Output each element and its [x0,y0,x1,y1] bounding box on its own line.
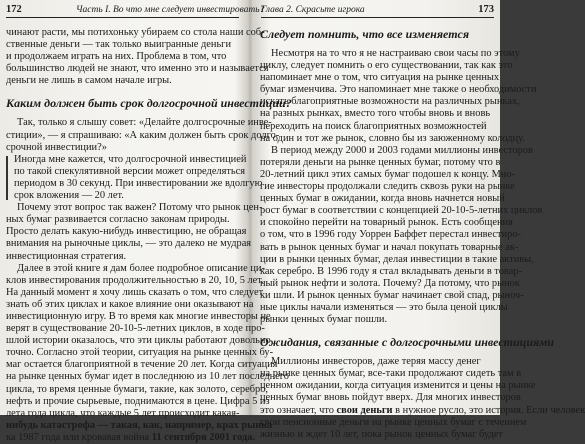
text-run: ка 1987 года или кровавая война [6,431,152,443]
text-line: Несмотря на то что я не настраиваю свои часы по этому [271,48,520,59]
text-line: Почему этот вопрос так важен? Потому что рынок цен- [17,202,263,214]
text-line: 20-летний цикл этих самых бумаг подошел к концу. Мно- [260,168,516,180]
right-running-header [261,4,494,18]
text-line: нефть и прочие сырьевые, поднимаются в цене. Цифра 5 из [6,395,270,407]
text-line: бумаг изменчива. Это напоминает мне также о необходимости [260,84,537,96]
text-line: рост бумаг в соответствии с концепцией 20-10-5-летних циклов [260,205,543,217]
left-running-header [6,4,265,18]
quote-line: периодом в 30 секунд. При инвестировании же вдолгую [14,177,263,189]
bold-text-line: нибудь катастрофа — такая, как, например, крах рынка [6,419,273,431]
text-line: рынки ценных бумаг пошли. [260,314,388,326]
text-line: о том, что в 1996 году Уоррен Баффет перестал инвестиро- [260,229,521,241]
section-intro-paragraph [6,117,280,153]
text-line: как серебро. В 1996 году я стал вкладывать деньги в товар- [260,265,522,277]
text-line: В период между 2000 и 2003 годами миллионы инвесторов [271,144,533,156]
paragraph-expectations [260,356,585,441]
text-line: и продолжаем играть на них. Проблема в том, что [6,51,227,63]
left-page-number: 172 [6,4,22,15]
mixed-text-line [6,431,256,444]
paragraph-everything-changes [260,48,543,326]
section-heading-long-term: Каким должен быть срок долгосрочной инвестиции? [6,96,292,111]
text-line: маг остается благоприятной в течение 20 лет. Когда ситуация [6,359,278,371]
text-line: на разных рынках, вместо того чтобы вновь и вновь [260,108,491,120]
text-line: верят в существование 20-10-5-летних циклов, в ходе про- [6,323,265,335]
text-line: стиции», — я спрашиваю: «А каким должен быть срок долго- [6,129,280,141]
text-line: ции в рынки ценных бумаг, делая инвестиции в такие активы, [260,253,534,265]
text-line: жизнью и ждет 10 лет, пока рынок ценных бумаг будет [260,428,503,440]
text-line: знать об этих циклах и какое влияние они оказывают на [6,298,254,310]
text-line: напоминает мне о том, что ситуация на рынке ценных [260,72,500,84]
text-line: срочной инвестиции?» [6,141,107,153]
text-line: ценных бумаг в ожидании, когда вновь начнется новый [260,193,505,205]
text-line: большинство людей не знают, что именно это и называется [6,63,269,75]
text-line: внимания на рыночные циклы, — это далеко не мудрая [6,238,252,250]
intro-paragraph [6,27,269,87]
text-line: Далее в этой книге я дам более подробное описание ци- [17,262,265,274]
right-page [251,0,585,440]
text-line: деньги не лишь в самом начале игры. [6,75,172,87]
mixed-text-line [260,404,585,417]
right-running-head-title: Глава 2. Скрасьте игрока [261,5,365,15]
text-line: инвестиционную игру. В то время как многие инвесторы не [6,310,271,322]
text-line: точно. Согласно этой теории, ситуация на рынке ценных бу- [6,347,274,359]
section-heading-expectations: Ожидания, связанные с долгосрочными инвестициями [260,335,555,350]
text-line: шлой истории оказалось, что эти циклы работают довольно [6,335,271,347]
text-line: на один и тот же рынок, словно бы из заюженному колодцу. [260,132,525,144]
text-line: ценных бумаг вновь пойдут вверх. Для многих инвесторов [260,392,521,404]
text-line: На данный момент я хочу лишь сказать о том, что следует [6,286,264,298]
left-running-head-title: Часть I. Во что мне следует инвестировать? [76,5,265,15]
quote-line: по такой спекулятивной версии может определяться [14,165,246,177]
text-line: переходить на поиск благоприятных возможностей [260,120,487,132]
text-line: Так, только я слышу совет: «Делайте долгосрочные инве- [17,117,272,129]
text-line: гие инвесторы продолжали следить сквозь руки на рынке [260,181,515,193]
text-line: чинают расти, мы потихоньку убираем со стола наши соб- [6,27,265,38]
text-line: ных бумаг развивается согласно законам природы. [6,214,230,226]
bold-text-run: 11 сентября 2001 года. [151,431,256,443]
left-page-body [6,27,292,443]
text-line: клов инвестирования продолжительностью в 20, 10, 5 лет. [6,274,264,286]
text-line: циклу, следует помнить о его существовании, так как это [260,60,513,72]
text-line: на рынке ценных бумаг, все-таки продолжают сидеть там в [260,368,522,380]
text-line: ценном ожидании, когда ситуация изменится и цены на рынке [260,380,536,392]
text-run: в нужное русло, это история. Если человек [392,404,585,416]
text-line: ные циклы начали изменяться — это была ценой циклы [260,301,508,313]
left-page [0,0,292,443]
text-line: Просто делать какую-нибудь инвестицию, не обращая [6,226,247,238]
quote-bar [6,156,8,200]
bold-text-run: свои деньги [336,404,393,416]
body-paragraphs [6,202,289,444]
text-line: на рынке ценных бумаг идет в последнюю из 10 лет последнего [6,371,289,383]
text-line: лета года цикла, что каждые 5 лет происходит какая- [6,407,240,419]
text-line: искать благоприятные возможности на различных рынках, [260,96,520,108]
quote-line: срок вложения — 20 лет. [14,190,124,202]
text-run: это означает, что [260,404,337,416]
right-page-number: 173 [478,4,494,15]
text-line: цикла, то время ценные бумаги, такие, как золото, серебро, [6,383,269,395]
text-line: ки шли. И рынок ценных бумаг начинает свой спад, рыноч- [260,289,524,301]
quote-block [6,153,263,202]
section-heading-everything-changes: Следует помнить, что все изменяется [260,27,470,41]
text-line: ный рынок нефти и золота. Почему? Да потому, что рынок [260,277,520,289]
quote-line: Иногда мне кажется, что долгосрочной инвестицией [14,153,247,165]
text-line: Миллионы инвесторов, даже теряя массу денег [271,356,481,368]
text-line: вать в рынок ценных бумаг и начал покупать товарные ак- [260,241,519,253]
text-line: потеряли деньги на рынке ценных бумаг, потому что в [260,156,501,168]
right-page-body [260,27,585,440]
text-line: и спокойно перейти на товарный рынок. Есть сообщения [260,217,513,229]
text-line: инвестиционная стратегия. [6,250,127,262]
text-line: ственные деньги — так только выигранные деньги [6,39,232,51]
text-line: свои пенсионные деньги на рынке ценных бумаг с течением [260,416,527,428]
